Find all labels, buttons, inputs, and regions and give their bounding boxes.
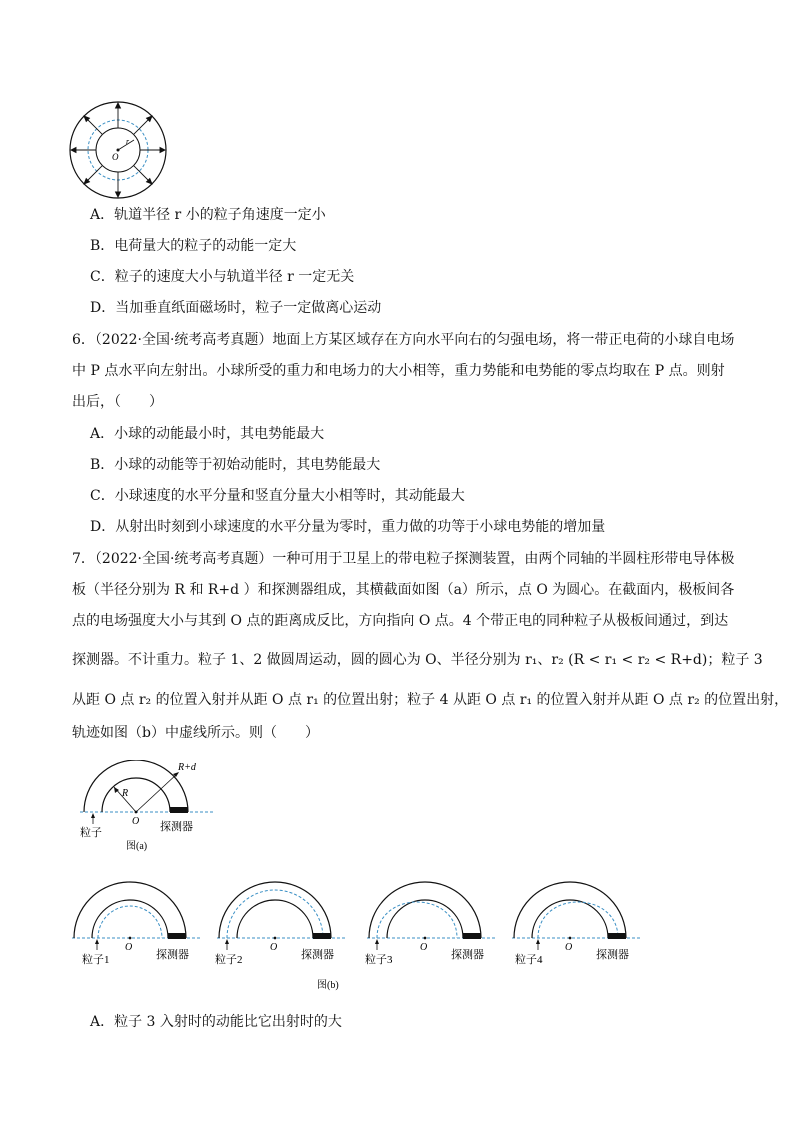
fig-b-panel-4-particle: 粒子4 [515, 954, 543, 966]
fig-a-label-Rd: R+d [178, 762, 196, 773]
fig-b-panel-4 [512, 882, 642, 966]
fig-a-caption: 图(a) [126, 841, 148, 852]
q5-option-d: D．当加垂直纸面磁场时，粒子一定做离心运动 [90, 300, 382, 316]
fig-b-panel-1-O: O [125, 942, 133, 953]
q7-stem-line-3: 点的电场强度大小与其到 O 点的距离成反比，方向指向 O 点。4 个带正电的同种粒子从极板间通过，到达 [72, 613, 729, 629]
fig-a-label-particle: 粒子 [80, 827, 102, 839]
fig-b-panel-3-detector: 探测器 [451, 949, 484, 961]
fig-b-panel-2-detector: 探测器 [301, 949, 334, 961]
q6-stem-line-3: 出后，（ ） [72, 394, 163, 410]
q6-stem-line-1: 6．（2022·全国·统考高考真题）地面上方某区域存在方向水平向右的匀强电场，将一带正电荷的小球自电场 [72, 332, 735, 348]
fig-a-center [135, 811, 138, 814]
q5-center-label: O [112, 152, 119, 162]
fig-a-inner-plate [102, 778, 170, 812]
fig-b-panel-1 [72, 882, 202, 966]
q5-option-b: B．电荷量大的粒子的动能一定大 [90, 238, 297, 254]
q7-figure-b [70, 880, 670, 995]
q7-stem-line-2: 板（半径分别为 R 和 R+d ）和探测器组成，其横截面如图（a）所示，点 O 为圆心。在截面内，极板间各 [72, 582, 735, 598]
q7-option-a: A．粒子 3 入射时的动能比它出射时的大 [90, 1014, 342, 1030]
fig-a-outer-plate [84, 760, 188, 812]
fig-a-label-O: O [132, 816, 140, 827]
q6-option-a: A．小球的动能最小时，其电势能最大 [90, 426, 325, 442]
fig-b-panel-4-O: O [565, 942, 573, 953]
q6-option-d: D．从射出时刻到小球速度的水平分量为零时，重力做的功等于小球电势能的增加量 [90, 519, 606, 535]
fig-b-panel-1-detector: 探测器 [156, 949, 189, 961]
q6-option-c: C．小球速度的水平分量和竖直分量大小相等时，其动能最大 [90, 488, 465, 504]
q7-figure-a [74, 760, 224, 860]
q6-stem-line-2: 中 P 点水平向左射出。小球所受的重力和电场力的大小相等，重力势能和电势能的零点均取在 P 点。则射 [72, 363, 725, 379]
fig-b-panel-3-particle: 粒子3 [365, 954, 393, 966]
fig-b-panel-3-O: O [420, 942, 428, 953]
fig-a-detector [170, 807, 188, 813]
q7-stem-line-4: 探测器。不计重力。粒子 1、2 做圆周运动，圆的圆心为 O、半径分别为 r₁、r₂ (R < r₁ < r₂ < R+d)；粒子 3 [72, 652, 763, 668]
q5-option-a: A．轨道半径 r 小的粒子角速度一定小 [90, 207, 326, 223]
fig-b-caption: 图(b) [317, 980, 339, 991]
q7-stem-line-1: 7．（2022·全国·统考高考真题）一种可用于卫星上的带电粒子探测装置，由两个同轴的半圆柱形带电导体极 [72, 551, 735, 567]
q5-figure [68, 100, 168, 200]
fig-b-panel-1-particle: 粒子1 [82, 954, 110, 966]
q5-option-c: C．粒子的速度大小与轨道半径 r 一定无关 [90, 269, 355, 285]
q5-radius-label: r [126, 137, 130, 146]
fig-a-label-R: R [122, 788, 129, 799]
fig-b-panel-4-detector: 探测器 [596, 949, 629, 961]
fig-b-panel-3 [365, 882, 497, 966]
fig-b-panel-2 [215, 882, 347, 966]
fig-a-label-detector: 探测器 [160, 821, 193, 833]
q7-stem-line-5: 从距 O 点 r₂ 的位置入射并从距 O 点 r₁ 的位置出射；粒子 4 从距 O 点 r₁ 的位置入射并从距 O 点 r₂ 的位置出射， [72, 692, 789, 708]
q7-stem-line-6: 轨迹如图（b）中虚线所示。则（ ） [72, 725, 319, 741]
fig-b-panel-2-particle: 粒子2 [215, 954, 243, 966]
fig-b-panel-2-O: O [270, 942, 278, 953]
q6-option-b: B．小球的动能等于初始动能时，其电势能最大 [90, 457, 381, 473]
